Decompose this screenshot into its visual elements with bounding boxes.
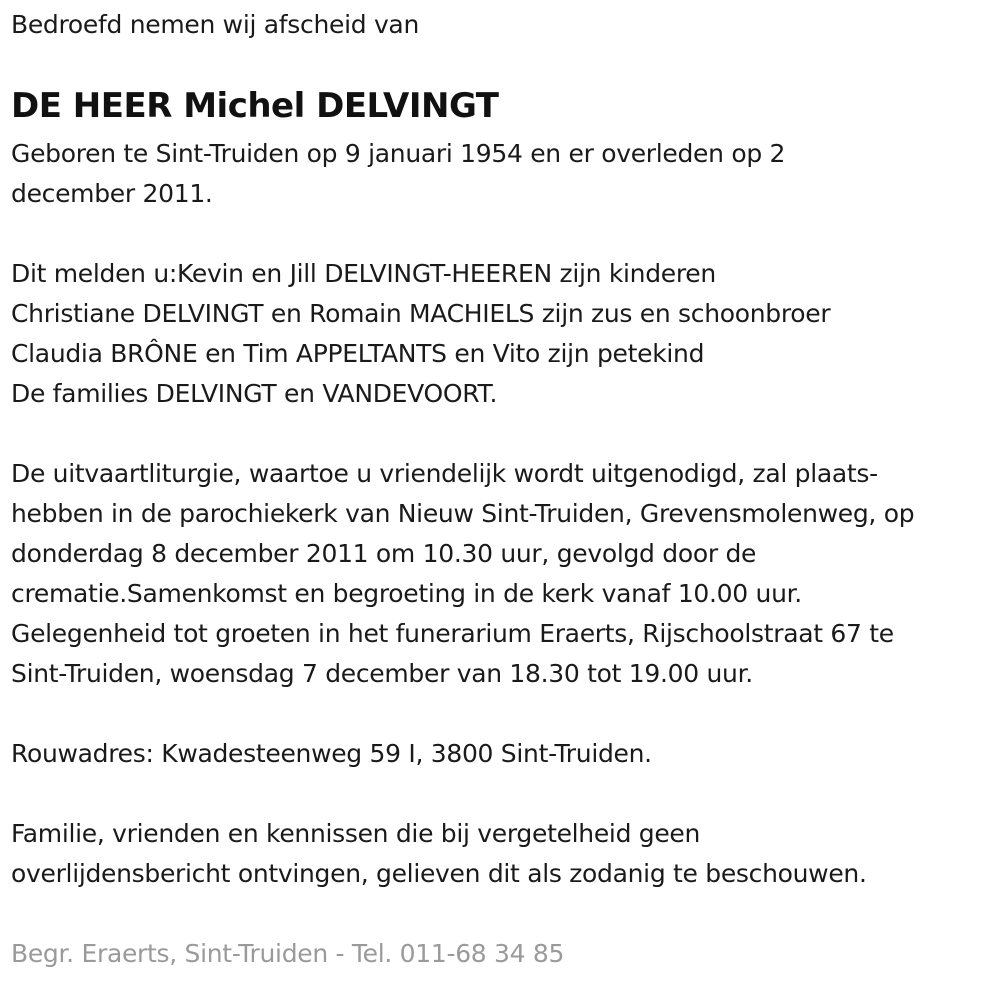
mourning-address: Rouwadres: Kwadesteenweg 59 I, 3800 Sint-Truiden. bbox=[11, 739, 652, 768]
funeral-home-footer: Begr. Eraerts, Sint-Truiden - Tel. 011-68 34 85 bbox=[11, 939, 565, 968]
intro-text: Bedroefd nemen wij afscheid van bbox=[11, 10, 419, 39]
ceremony-line: De uitvaartliturgie, waartoe u vriendelijk wordt uitgenodigd, zal plaats- bbox=[11, 459, 878, 488]
ceremony-line: Gelegenheid tot groeten in het funerarium Eraerts, Rijschoolstraat 67 te bbox=[11, 619, 894, 648]
ceremony-line: Sint-Truiden, woensdag 7 december van 18.30 tot 19.00 uur. bbox=[11, 659, 753, 688]
family-line: Claudia BRÔNE en Tim APPELTANTS en Vito zijn petekind bbox=[11, 339, 705, 368]
birth-line: Geboren te Sint-Truiden op 9 januari 1954 en er overleden op 2 bbox=[11, 139, 786, 168]
family-line: Dit melden u:Kevin en Jill DELVINGT-HEEREN zijn kinderen bbox=[11, 259, 716, 288]
family-line: De families DELVINGT en VANDEVOORT. bbox=[11, 379, 498, 408]
ceremony-line: hebben in de parochiekerk van Nieuw Sint-Truiden, Grevensmolenweg, op bbox=[11, 499, 915, 528]
ceremony-line: donderdag 8 december 2011 om 10.30 uur, gevolgd door de bbox=[11, 539, 757, 568]
birth-line: december 2011. bbox=[11, 179, 213, 208]
notice-line: overlijdensbericht ontvingen, gelieven dit als zodanig te beschouwen. bbox=[11, 859, 867, 888]
ceremony-line: crematie.Samenkomst en begroeting in de kerk vanaf 10.00 uur. bbox=[11, 579, 802, 608]
notice-line: Familie, vrienden en kennissen die bij vergetelheid geen bbox=[11, 819, 701, 848]
family-line: Christiane DELVINGT en Romain MACHIELS zijn zus en schoonbroer bbox=[11, 299, 831, 328]
deceased-name: DE HEER Michel DELVINGT bbox=[11, 86, 499, 126]
